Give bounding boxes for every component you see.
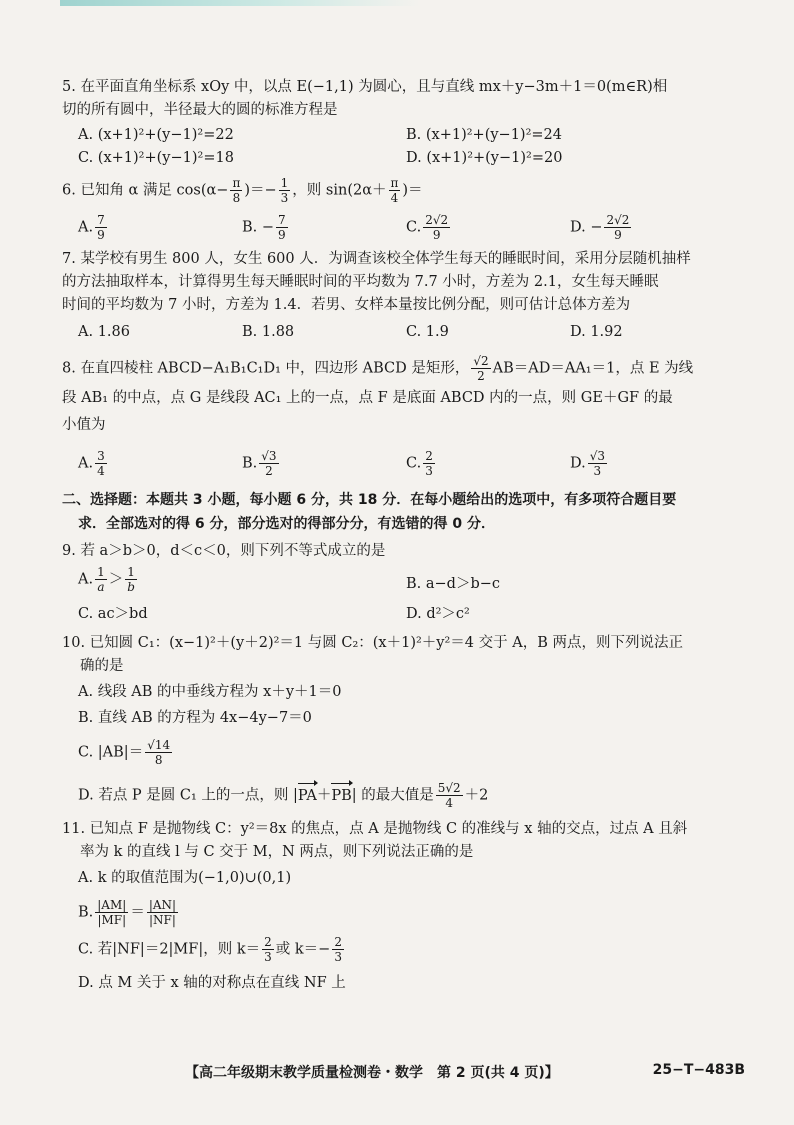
q11-b-d2: |NF| bbox=[148, 913, 176, 927]
q8-b-den: 2 bbox=[265, 464, 273, 478]
q10-vector-pb: PB bbox=[331, 785, 351, 808]
q7-option-c: C. 1.9 bbox=[406, 324, 449, 340]
q6-d-num: 2√2 bbox=[606, 213, 630, 227]
q5-stem-line1: 5. 在平面直角坐标系 xOy 中，以点 E(−1,1) 为圆心，且与直线 mx＋y−3m＋1＝0(m∈R)相 bbox=[62, 79, 668, 95]
q10-d-mid: | 的最大值是 bbox=[351, 787, 434, 804]
q6-option-d bbox=[570, 213, 734, 242]
q11-b-d1: |MF| bbox=[97, 913, 127, 927]
q10-option-c bbox=[78, 738, 734, 767]
q6-option-c bbox=[406, 213, 570, 242]
q11-option-a: A. k 的取值范围为(−1,0)∪(0,1) bbox=[78, 870, 292, 886]
q11-c-d2: 3 bbox=[334, 950, 342, 964]
q6-stem-pre: 6. 已知角 α 满足 cos(α− bbox=[62, 182, 229, 199]
q11-b-n2: |AN| bbox=[148, 898, 177, 912]
q10-option-d bbox=[78, 781, 734, 810]
q5-option-a: A. (x+1)²+(y−1)²=22 bbox=[78, 127, 234, 143]
q9-a-mid: ＞ bbox=[108, 571, 124, 588]
question-11 bbox=[62, 818, 734, 995]
q8-line1-pre: 8. 在直四棱柱 ABCD−A₁B₁C₁D₁ 中，四边形 ABCD 是矩形， bbox=[62, 360, 470, 377]
q8-c-label: C. bbox=[406, 455, 422, 472]
q6-frac-1-3 bbox=[279, 176, 291, 205]
q6-frac-pi4 bbox=[389, 176, 401, 205]
q7-option-b: B. 1.88 bbox=[242, 324, 295, 340]
q9-option-c: C. ac＞bd bbox=[78, 606, 148, 622]
q5-stem-line2: 切的所有圆中，半径最大的圆的标准方程是 bbox=[62, 102, 338, 118]
q9-a-label: A. bbox=[78, 571, 94, 588]
q11-b-label: B. bbox=[78, 904, 94, 921]
footer-code: 25−T−483B bbox=[652, 1062, 745, 1078]
q6-d-frac bbox=[604, 213, 631, 242]
q6-options bbox=[78, 213, 734, 242]
q10-stem-line2: 确的是 bbox=[80, 658, 124, 674]
question-9 bbox=[62, 540, 734, 626]
q6-frac-pi8 bbox=[230, 176, 242, 205]
q6-one: 1 bbox=[280, 176, 289, 190]
q11-b-frac2 bbox=[147, 898, 178, 927]
q9-option-a bbox=[78, 565, 406, 603]
q10-d-plus: ＋ bbox=[316, 787, 332, 804]
question-6 bbox=[62, 176, 734, 242]
q9-stem: 9. 若 a＞b＞0，d＜c＜0，则下列不等式成立的是 bbox=[62, 543, 386, 559]
q7-stem-line1: 7. 某学校有男生 800 人，女生 600 人．为调查该校全体学生每天的睡眠时间，采用分层随机抽样 bbox=[62, 251, 691, 267]
q10-c-den: 8 bbox=[154, 753, 163, 767]
q11-c-n1: 2 bbox=[264, 935, 272, 949]
q7-stem-line2: 的方法抽取样本，计算得男生每天睡眠时间的平均数为 7.7 小时，方差为 2.1，女生每天睡眠 bbox=[62, 274, 659, 290]
q6-c-frac bbox=[423, 213, 450, 242]
q8-c-den: 3 bbox=[425, 464, 433, 478]
q8-a-num: 3 bbox=[97, 449, 105, 463]
q8-stem-line2: 段 AB₁ 的中点，点 G 是线段 AC₁ 上的一点，点 F 是底面 ABCD 内的一点，则 GE＋GF 的最 bbox=[62, 390, 673, 406]
q7-options bbox=[78, 321, 734, 344]
question-10 bbox=[62, 632, 734, 810]
q5-option-c: C. (x+1)²+(y−1)²=18 bbox=[78, 150, 234, 166]
q8-options bbox=[78, 449, 734, 478]
q10-c-frac bbox=[145, 738, 172, 767]
q9-a-frac1 bbox=[95, 565, 107, 594]
section-2-line2: 求．全部选对的得 6 分，部分选对的得部分分，有选错的得 0 分． bbox=[78, 516, 495, 532]
q10-stem-line1: 10. 已知圆 C₁：(x−1)²＋(y＋2)²＝1 与圆 C₂：(x＋1)²＋y²＝4 交于 A，B 两点，则下列说法正 bbox=[62, 635, 683, 651]
q6-pi-2: π bbox=[390, 176, 399, 190]
q10-vector-pa: PA bbox=[298, 785, 317, 808]
q8-a-frac bbox=[95, 449, 107, 478]
q6-a-num: 7 bbox=[97, 213, 105, 227]
q6-d-den: 9 bbox=[614, 228, 622, 242]
q11-c-d1: 3 bbox=[264, 950, 272, 964]
q11-c-frac2 bbox=[332, 935, 344, 964]
q8-d-label: D. bbox=[570, 455, 586, 472]
q8-d-frac bbox=[588, 449, 607, 478]
q8-stem-line3: 小值为 bbox=[62, 417, 106, 433]
q7-option-a: A. 1.86 bbox=[78, 324, 130, 340]
footer-title: 【高二年级期末教学质量检测卷・数学 第 2 页(共 4 页)】 bbox=[185, 1065, 559, 1081]
q6-a-label: A. bbox=[78, 219, 94, 236]
q8-b-label: B. bbox=[242, 455, 258, 472]
q10-c-label: C. |AB|＝ bbox=[78, 744, 144, 761]
q6-d-label: D. − bbox=[570, 219, 603, 236]
q9-option-d: D. d²＞c² bbox=[406, 606, 470, 622]
q5-option-b: B. (x+1)²+(y−1)²=24 bbox=[406, 127, 562, 143]
section-2-header bbox=[62, 488, 734, 536]
q11-b-frac1 bbox=[95, 898, 128, 927]
q10-d-frac bbox=[436, 781, 463, 810]
q6-b-den: 9 bbox=[278, 228, 286, 242]
q11-stem-line2: 率为 k 的直线 l 与 C 交于 M，N 两点，则下列说法正确的是 bbox=[80, 844, 474, 860]
q11-c-n2: 2 bbox=[334, 935, 342, 949]
q9-a-n1: 1 bbox=[97, 565, 105, 579]
q10-options bbox=[78, 681, 734, 810]
q8-d-num: √3 bbox=[589, 449, 605, 463]
q11-b-mid: ＝ bbox=[130, 904, 145, 921]
q6-option-b bbox=[242, 213, 406, 242]
exam-page bbox=[62, 76, 734, 998]
q7-option-d: D. 1.92 bbox=[570, 324, 623, 340]
q9-option-b: B. a−d＞b−c bbox=[406, 576, 501, 592]
q8-c-num: 2 bbox=[425, 449, 433, 463]
q11-c-mid: 或 k＝− bbox=[275, 941, 331, 958]
q6-a-frac bbox=[95, 213, 107, 242]
q6-stem-post: )＝ bbox=[402, 182, 423, 199]
q10-option-a: A. 线段 AB 的中垂线方程为 x＋y＋1＝0 bbox=[78, 684, 342, 700]
q6-c-label: C. bbox=[406, 219, 422, 236]
q8-frac-sqrt2-2 bbox=[471, 354, 490, 383]
q11-c-frac1 bbox=[262, 935, 274, 964]
q6-stem bbox=[62, 176, 734, 205]
q10-d-den: 4 bbox=[445, 796, 454, 810]
q10-option-b: B. 直线 AB 的方程为 4x−4y−7＝0 bbox=[78, 710, 312, 726]
q5-option-d: D. (x+1)²+(y−1)²=20 bbox=[406, 150, 563, 166]
q10-d-num: 5√2 bbox=[437, 781, 461, 795]
q9-options bbox=[78, 565, 734, 626]
q8-option-b bbox=[242, 449, 406, 478]
question-8 bbox=[62, 354, 734, 478]
q8-c-frac bbox=[423, 449, 435, 478]
q6-a-den: 9 bbox=[97, 228, 105, 242]
q6-c-den: 9 bbox=[432, 228, 441, 242]
q6-pi: π bbox=[232, 176, 241, 190]
q6-four: 4 bbox=[390, 191, 399, 205]
q6-eight: 8 bbox=[232, 191, 241, 205]
section-2-line1: 二、选择题：本题共 3 小题，每小题 6 分，共 18 分．在每小题给出的选项中，有多项符合题目要 bbox=[62, 492, 677, 508]
q8-line1-post: AB＝AD＝AA₁＝1，点 E 为线 bbox=[492, 360, 694, 377]
q11-option-c bbox=[78, 935, 734, 964]
q10-d-label: D. 若点 P 是圆 C₁ 上的一点，则 | bbox=[78, 787, 298, 804]
page-footer bbox=[185, 1062, 745, 1082]
q11-option-b bbox=[78, 898, 734, 927]
q6-three: 3 bbox=[280, 191, 289, 205]
q10-d-post: ＋2 bbox=[464, 787, 489, 804]
q8-option-d bbox=[570, 449, 734, 478]
q6-option-a bbox=[78, 213, 242, 242]
q9-a-n2: 1 bbox=[127, 565, 135, 579]
q6-b-num: 7 bbox=[278, 213, 286, 227]
q8-a-den: 4 bbox=[97, 464, 105, 478]
q8-option-c bbox=[406, 449, 570, 478]
q6-c-num: 2√2 bbox=[425, 213, 449, 227]
q8-a-label: A. bbox=[78, 455, 94, 472]
q8-d-den: 3 bbox=[593, 464, 602, 478]
q8-frac-den: 2 bbox=[477, 369, 485, 383]
q11-b-n1: |AM| bbox=[97, 898, 127, 912]
question-7 bbox=[62, 248, 734, 344]
question-5 bbox=[62, 76, 734, 170]
q6-stem-mid: )＝− bbox=[244, 182, 277, 199]
q8-b-num: √3 bbox=[261, 449, 277, 463]
q9-a-d2: b bbox=[127, 580, 135, 594]
q5-options bbox=[78, 124, 734, 170]
q9-a-frac2 bbox=[125, 565, 137, 594]
q6-b-frac bbox=[276, 213, 288, 242]
q6-b-label: B. − bbox=[242, 219, 275, 236]
q9-a-d1: a bbox=[97, 580, 105, 594]
q11-c-label: C. 若|NF|＝2|MF|，则 k＝ bbox=[78, 941, 261, 958]
q8-option-a bbox=[78, 449, 242, 478]
q8-frac-num: √2 bbox=[473, 354, 489, 368]
q11-stem-line1: 11. 已知点 F 是抛物线 C：y²＝8x 的焦点，点 A 是抛物线 C 的准线与 x 轴的交点，过点 A 且斜 bbox=[62, 821, 688, 837]
q7-stem-line3: 时间的平均数为 7 小时，方差为 1.4．若男、女样本量按比例分配，则可估计总体方差为 bbox=[62, 297, 631, 313]
q8-b-frac bbox=[259, 449, 278, 478]
q6-stem-mid2: ，则 sin(2α＋ bbox=[292, 182, 387, 199]
top-color-band bbox=[60, 0, 420, 6]
q11-option-d: D. 点 M 关于 x 轴的对称点在直线 NF 上 bbox=[78, 975, 346, 991]
q11-options bbox=[78, 867, 734, 995]
q8-stem-line1 bbox=[62, 354, 734, 383]
q10-c-num: √14 bbox=[147, 738, 171, 752]
